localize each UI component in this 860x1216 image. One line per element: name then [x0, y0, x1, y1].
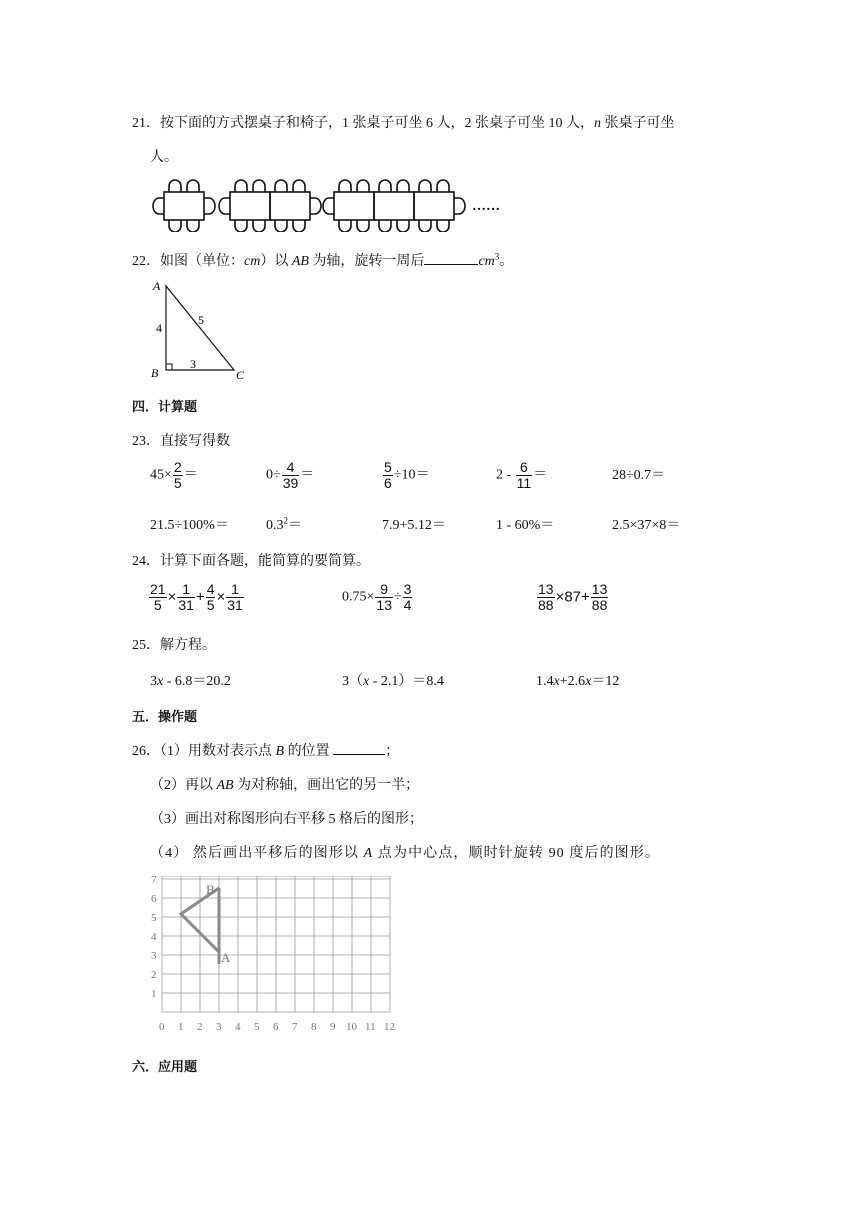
section-5-heading: 五．操作题: [132, 710, 198, 725]
q25-e3-b: +2.6: [559, 674, 586, 689]
q23-1c-den: 6: [384, 475, 392, 491]
q24-e1-f3-den: 5: [206, 597, 215, 613]
q22-text-c: 为轴，旋转一周后: [308, 254, 425, 269]
q21-text-c: 人。: [150, 150, 178, 165]
grid-x-label: 10: [346, 1021, 357, 1033]
triangle-side-bc: 3: [190, 357, 196, 371]
q25-e2-b: - 2.1）＝8.4: [369, 674, 444, 689]
q23-1d-fraction: [516, 460, 533, 491]
q23-item-5: 28÷0.7＝: [612, 468, 666, 483]
q24-e3-f2-num: 13: [591, 581, 608, 597]
q24-expression-3: [536, 582, 609, 613]
section-6-heading: 六．应用题: [132, 1060, 198, 1075]
q23-item-10: 2.5×37×8＝: [612, 518, 681, 533]
grid-y-label: 1: [151, 988, 157, 1000]
q24-e2-pre: 0.75×: [342, 589, 375, 605]
q24-e1-frac3: [206, 582, 216, 613]
q24-e3-f2-den: 88: [591, 597, 608, 613]
grid-x-label: 12: [384, 1021, 395, 1033]
q26-p4-c: 点为中心点，顺时针旋转 90 度后的图形。: [373, 846, 660, 861]
grid-point-b-label: B: [206, 882, 215, 897]
q25-title: 解方程。: [160, 638, 216, 653]
grid-x-label: 2: [197, 1021, 203, 1033]
q23-1a-den: 5: [173, 475, 182, 491]
q24-e1-op3: ×: [216, 588, 226, 606]
q24-expression-1: [148, 582, 245, 613]
q24-e1-frac1: [149, 582, 167, 613]
q26-part-4: [150, 842, 660, 862]
q26-p1-c: 的位置: [284, 744, 334, 759]
q24-e3-mid: ×87+: [555, 588, 590, 606]
grid-y-label: 7: [151, 876, 157, 886]
q23-number: 23．: [132, 434, 160, 449]
q23-1a-post: ＝: [183, 467, 198, 483]
q25-e3-c: ＝12: [591, 674, 620, 689]
grid-y-label: 6: [151, 893, 157, 905]
q22-unit: cm: [244, 254, 261, 269]
q26-answer-blank[interactable]: [333, 740, 385, 755]
q26-p1-end: ；: [385, 744, 400, 759]
q23-1d-post: ＝: [533, 467, 548, 483]
q23-1b-num: 4: [282, 460, 300, 476]
q24-e1-f4-num: 1: [226, 582, 244, 598]
q21-text-a: 按下面的方式摆桌子和椅子，1 张桌子可坐 6 人，2 张桌子可坐 10 人，: [160, 116, 594, 131]
grid-y-label: 5: [151, 912, 157, 924]
q23-item-8: 7.9+5.12＝: [382, 518, 446, 533]
q23-item-9: 1 - 60%＝: [496, 518, 555, 533]
q24-e2-op: ÷: [393, 589, 402, 605]
q26-p4-a: （4） 然后画出平移后的图形以: [150, 846, 364, 861]
q24-e2-frac2: [403, 582, 413, 613]
grid-x-label: 1: [178, 1021, 184, 1033]
q25-e3-x: x: [553, 674, 560, 689]
q24-e1-f3-num: 4: [206, 581, 215, 597]
q21-text-b: 张桌子可坐: [601, 116, 675, 131]
q24-title-line: [132, 550, 370, 570]
grid-x-label: 0: [159, 1021, 165, 1033]
q22-end: 。: [499, 254, 514, 269]
grid-x-label: 11: [365, 1021, 376, 1033]
grid-x-label: 6: [273, 1021, 279, 1033]
q26-p2-c: 为对称轴，画出它的另一半；: [233, 778, 420, 793]
q24-e2-frac1: [375, 582, 393, 613]
triangle-figure: [148, 278, 250, 382]
q22-unit2: cm: [478, 254, 495, 269]
q23-item-2: [266, 460, 314, 491]
q24-e2-f2-num: 3: [403, 581, 412, 597]
grid-x-label: 5: [254, 1021, 260, 1033]
q23-1d-num: 6: [516, 460, 533, 476]
q24-e2-f2-den: 4: [403, 597, 412, 613]
q23-item-6: 21.5÷100%＝: [150, 518, 229, 533]
q23-2b-pre: 0.3: [266, 518, 284, 533]
q26-p1-b: B: [275, 744, 285, 759]
q26-number: 26．: [132, 744, 160, 759]
q23-1c-num: 5: [384, 459, 392, 475]
grid-x-label: 8: [311, 1021, 317, 1033]
grid-y-label: 2: [151, 969, 157, 981]
q23-1c-post: ÷10＝: [393, 467, 430, 483]
q22-line: [132, 250, 513, 270]
q24-e1-frac2: [177, 582, 195, 613]
triangle-side-ab: 4: [156, 321, 162, 335]
q25-e2-a: 3（: [342, 674, 363, 689]
q26-p2-a: （2）再以: [150, 778, 217, 793]
q24-e1-f4-den: 31: [227, 597, 243, 613]
grid-point-a-label: A: [221, 950, 231, 965]
q23-2b-post: ＝: [288, 518, 302, 533]
q21-number: 21．: [132, 116, 160, 131]
q22-axis: AB: [291, 254, 309, 269]
coordinate-grid: [148, 876, 404, 1036]
q24-e1-f2-num: 1: [177, 582, 195, 598]
q23-1b-post: ＝: [300, 467, 315, 483]
q24-title: 计算下面各题，能简算的要简算。: [160, 554, 370, 569]
q22-text-a: 如图（单位：: [160, 254, 244, 269]
q24-e3-f1-den: 88: [538, 597, 554, 613]
q24-e1-frac4: [226, 582, 244, 613]
q24-e2-f1-num: 9: [375, 582, 393, 598]
grid-x-label: 7: [292, 1021, 298, 1033]
q26-p1-a: （1）用数对表示点: [160, 744, 276, 759]
q24-e3-frac2: [591, 582, 609, 613]
q23-item-3: [382, 460, 429, 491]
q23-1d-den: 11: [516, 475, 532, 491]
triangle-label-b: B: [151, 366, 159, 380]
q21-ellipsis: ……: [472, 199, 500, 214]
grid-x-label: 9: [330, 1021, 336, 1033]
q24-e1-op2: +: [195, 588, 205, 606]
q22-answer-blank[interactable]: [424, 250, 478, 265]
triangle-label-a: A: [153, 279, 161, 293]
section-4-heading: 四．计算题: [132, 400, 198, 415]
q26-p4-b: A: [363, 846, 374, 861]
q23-item-1: [150, 460, 198, 491]
q25-equation-2: [342, 670, 444, 690]
q23-1d-pre: 2 -: [496, 467, 515, 483]
q25-e1-a: 3: [150, 674, 157, 689]
q22-sup: 3: [494, 251, 500, 262]
q23-2b-sup: 2: [283, 515, 288, 526]
q25-e3-a: 1.4: [536, 674, 554, 689]
triangle-label-c: C: [236, 368, 245, 382]
grid-y-label: 4: [151, 931, 157, 943]
q25-e1-b: - 6.8＝20.2: [163, 674, 231, 689]
q24-e1-op1: ×: [167, 588, 177, 606]
q24-e1-f1-den: 5: [153, 597, 162, 613]
q23-1c-fraction: [383, 460, 393, 491]
tables-chairs-figure: [150, 176, 510, 232]
q23-1a-pre: 45×: [150, 467, 172, 483]
q26-part-2: [150, 774, 419, 794]
q24-e3-frac1: [537, 582, 555, 613]
q24-e3-f1-num: 13: [538, 581, 554, 597]
q21-line1: [132, 112, 675, 132]
q26-part-1: [132, 740, 399, 760]
q23-1b-fraction: [282, 460, 300, 491]
q25-e3-x2: x: [585, 674, 592, 689]
q23-item-7: [266, 514, 302, 534]
grid-x-label: 4: [235, 1021, 241, 1033]
q24-e2-f1-den: 13: [376, 597, 392, 613]
q25-e1-x: x: [157, 674, 164, 689]
q25-number: 25．: [132, 638, 160, 653]
q23-item-4: [496, 460, 547, 491]
q24-e1-f2-den: 31: [178, 597, 194, 613]
q22-text-b: ）以: [260, 254, 292, 269]
triangle-side-ac: 5: [198, 313, 204, 327]
q25-equation-1: [150, 670, 231, 690]
q26-part-3: （3）画出对称图形向右平移 5 格后的图形；: [150, 812, 423, 827]
q26-p2-b: AB: [216, 778, 234, 793]
q24-e1-f1-num: 21: [150, 581, 166, 597]
q24-expression-2: [342, 582, 413, 613]
q23-1b-pre: 0÷: [266, 467, 281, 483]
q21-var-n: n: [594, 116, 601, 131]
q23-title: 直接写得数: [160, 434, 230, 449]
q22-number: 22．: [132, 254, 160, 269]
q25-e2-x: x: [363, 674, 370, 689]
grid-y-label: 3: [151, 950, 157, 962]
q25-equation-3: [536, 670, 619, 690]
q23-1b-den: 39: [282, 475, 299, 491]
q25-title-line: [132, 634, 216, 654]
q23-1a-num: 2: [173, 459, 182, 475]
q23-1a-fraction: [173, 460, 183, 491]
grid-x-label: 3: [216, 1021, 222, 1033]
q23-title-line: [132, 430, 230, 450]
q24-number: 24．: [132, 554, 160, 569]
